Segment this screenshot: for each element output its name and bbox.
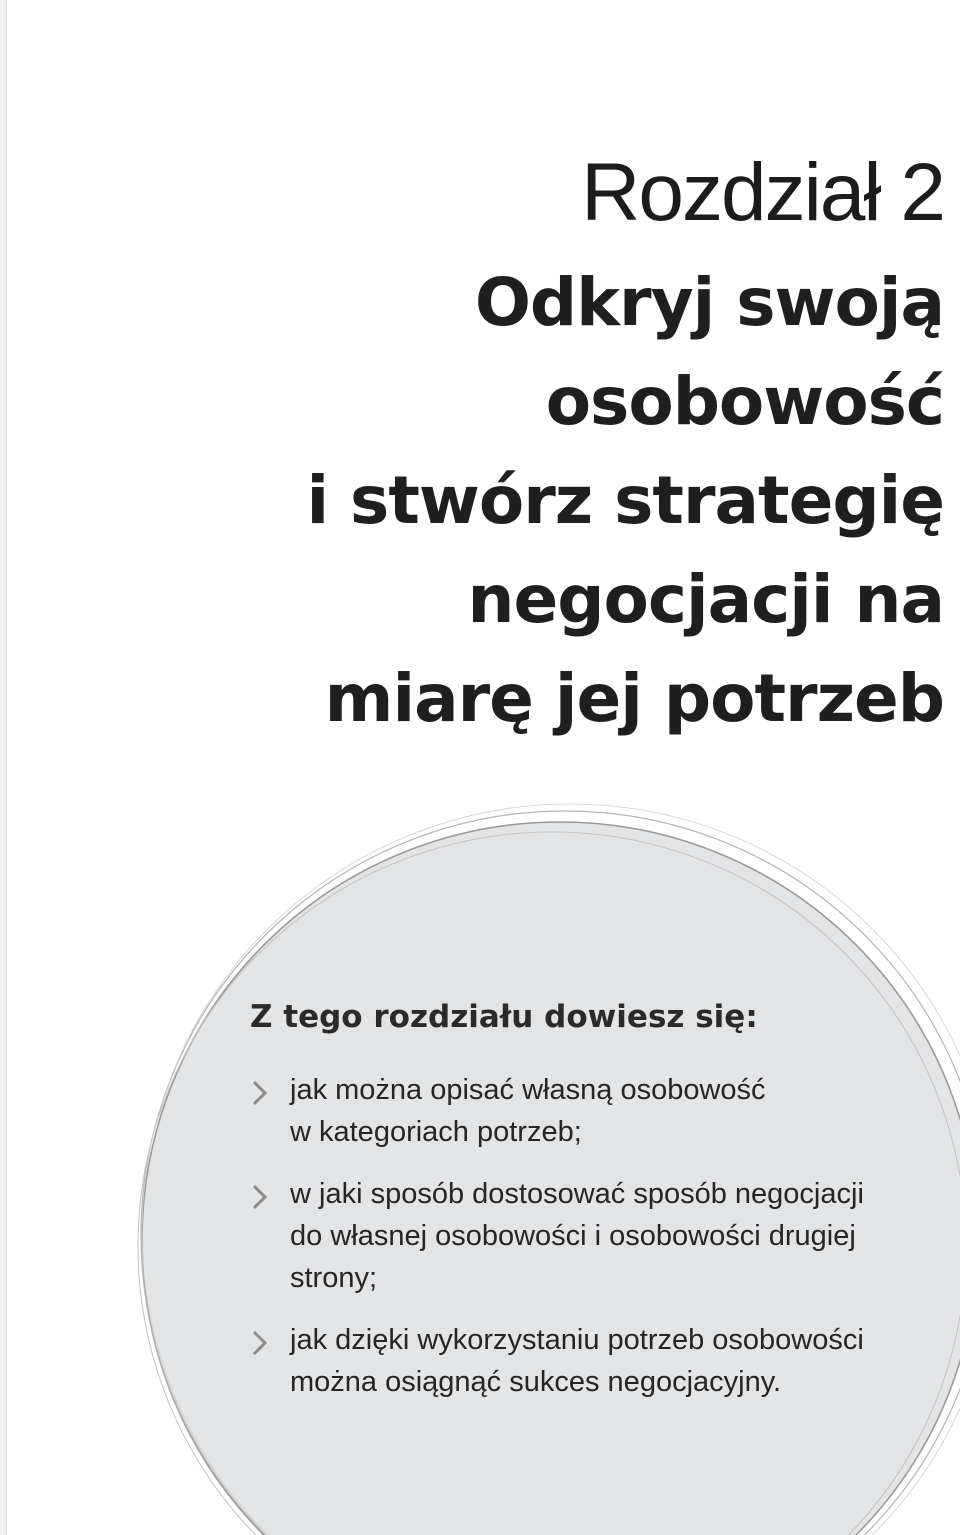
chevron-right-icon bbox=[250, 1329, 270, 1357]
summary-heading: Z tego rozdziału dowiesz się: bbox=[250, 999, 758, 1035]
summary-item bbox=[250, 1069, 930, 1153]
summary-item-line: jak można opisać własną osobowość bbox=[290, 1074, 766, 1106]
chapter-title bbox=[64, 253, 944, 748]
summary-item-line: do własnej osobowości i osobowości drugiej bbox=[290, 1220, 856, 1252]
chapter-header bbox=[64, 145, 944, 748]
chapter-title-line: i stwórz strategię bbox=[306, 462, 944, 539]
chapter-summary bbox=[250, 995, 930, 1423]
summary-item bbox=[250, 1319, 930, 1403]
chapter-title-line: Odkryj swoją bbox=[474, 264, 944, 341]
summary-item-line: jak dzięki wykorzystaniu potrzeb osobowości bbox=[290, 1324, 864, 1356]
chapter-label: Rozdział 2 bbox=[581, 147, 944, 238]
chevron-right-icon bbox=[250, 1183, 270, 1211]
chevron-right-icon bbox=[250, 1079, 270, 1107]
summary-item-text bbox=[290, 1319, 930, 1403]
summary-item-text bbox=[290, 1069, 930, 1153]
chapter-title-line: osobowość bbox=[545, 363, 944, 440]
chapter-title-line: miarę jej potrzeb bbox=[324, 660, 944, 737]
summary-item-line: można osiągnąć sukces negocjacyjny. bbox=[290, 1366, 782, 1398]
summary-item-text bbox=[290, 1173, 930, 1299]
summary-item-line: strony; bbox=[290, 1262, 378, 1294]
summary-item bbox=[250, 1173, 930, 1299]
summary-item-line: w kategoriach potrzeb; bbox=[290, 1116, 582, 1148]
summary-item-line: w jaki sposób dostosować sposób negocjacji bbox=[290, 1178, 864, 1210]
chapter-title-line: negocjacji na bbox=[467, 561, 944, 638]
